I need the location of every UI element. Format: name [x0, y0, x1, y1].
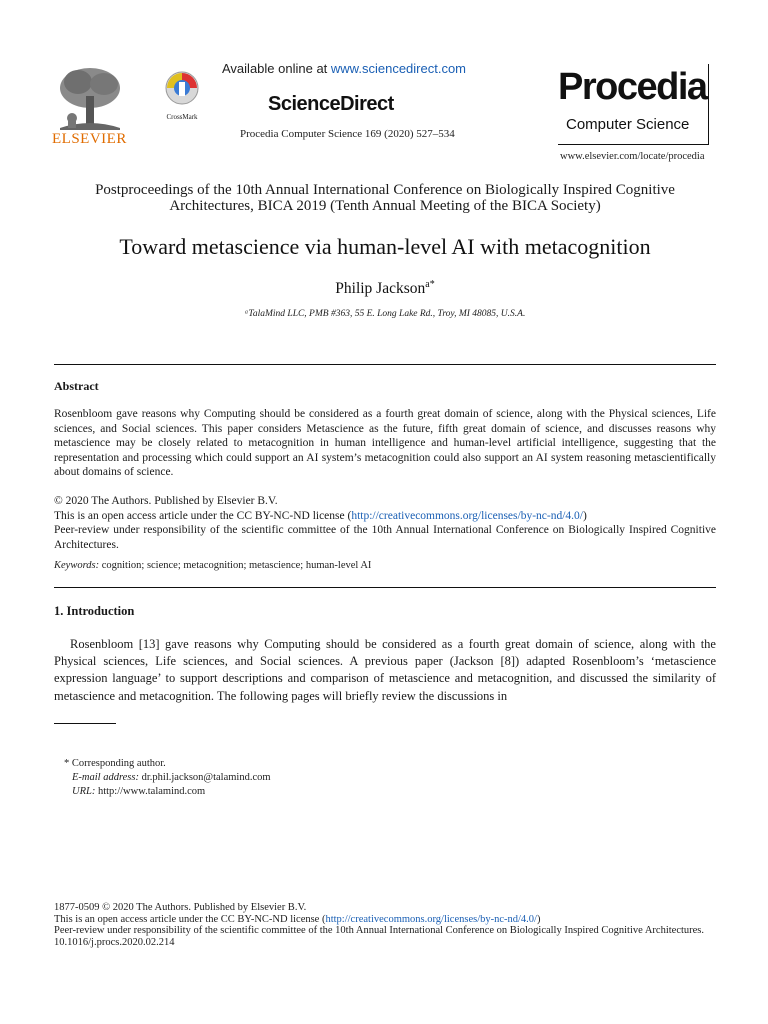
- email-note: [72, 772, 271, 783]
- divider-top: [54, 364, 716, 365]
- author-name: Philip Jackson: [335, 280, 426, 298]
- abstract-heading: Abstract: [54, 379, 99, 393]
- abstract-text: Rosenbloom gave reasons why Computing should be considered as a fourth great domain of science, along with the Physical sciences, Life sciences, and Social sciences. This paper considers Metascience as the future, fifth great domain of science, and discusses reasons why metascience may be closely related to metacognition in human intelligence and human-level artificial intelligence, suggesting that the representation and processing which could support an AI system’s metacognition could also support an AI system reasoning metascientifically about domains of science.: [54, 408, 716, 479]
- paper-title: Toward metascience via human-level AI with metacognition: [119, 234, 651, 259]
- sciencedirect-link[interactable]: www.sciencedirect.com: [330, 61, 467, 76]
- email-label: E-mail address:: [72, 772, 139, 783]
- peer-review-line: Peer-review under responsibility of the scientific committee of the 10th Annual International Conference on Biologically Inspired Cognitive Architectures.: [54, 524, 716, 551]
- platform-name: ScienceDirect: [268, 93, 394, 115]
- available-online: [222, 61, 466, 76]
- author-mark: a*: [425, 279, 435, 290]
- journal-name: Procedia: [558, 66, 707, 108]
- proceedings-line: [40, 182, 730, 214]
- footer-license-prefix: This is an open access article under the CC BY-NC-ND license (: [54, 913, 326, 925]
- footer-peer-review: Peer-review under responsibility of the scientific committee of the 10th Annual International Conference on Biologically Inspired Cognitive Architectures.: [54, 925, 705, 937]
- journal-url[interactable]: www.elsevier.com/locate/procedia: [560, 151, 705, 162]
- url-note: [72, 786, 205, 797]
- journal-subtitle: Computer Science: [566, 116, 690, 133]
- footer-license-line: [54, 914, 716, 926]
- keywords-label: Keywords:: [54, 560, 100, 571]
- keywords: [54, 560, 371, 571]
- footnote-rule: [54, 723, 116, 724]
- footer-license-link[interactable]: http://creativecommons.org/licenses/by-nc-nd/4.0/: [325, 913, 537, 925]
- author: [40, 279, 730, 298]
- license-link[interactable]: http://creativecommons.org/licenses/by-nc-nd/4.0/: [351, 509, 583, 522]
- email-address[interactable]: dr.phil.jackson@talamind.com: [138, 772, 271, 783]
- corresponding-note: * Corresponding author.: [64, 758, 166, 769]
- crossmark-label: CrossMark: [166, 113, 198, 121]
- section-heading: 1. Introduction: [54, 604, 135, 618]
- copyright-block: [54, 494, 716, 552]
- crossmark-icon: [164, 70, 200, 106]
- license-line: [54, 509, 716, 524]
- license-suffix: ): [582, 509, 587, 522]
- license-prefix: This is an open access article under the CC BY-NC-ND license (: [54, 509, 352, 522]
- issn-line: 1877-0509 © 2020 The Authors. Published by Elsevier B.V.: [54, 902, 307, 913]
- introduction-text: Rosenbloom [13] gave reasons why Computing should be considered as a fourth great domain of science, along with the Physical sciences, Life sciences, and Social sciences. A previous paper (Jackson [8]) adapted Rosenbloom’s ‘metascience expression language’ to support descriptions and comparison of metascience and metacognition, and discussed the similarity of metascience and metacognition. The following pages will briefly review the discussions in: [54, 637, 716, 703]
- doi[interactable]: 10.1016/j.procs.2020.02.214: [54, 936, 175, 948]
- proceedings-line-2: Architectures, BICA 2019 (Tenth Annual Meeting of the BICA Society): [169, 198, 601, 214]
- copyright-line: © 2020 The Authors. Published by Elsevier B.V.: [54, 495, 278, 507]
- available-prefix: Available online at: [222, 61, 331, 76]
- author-url[interactable]: http://www.talamind.com: [95, 786, 206, 797]
- proceedings-line-1: Postproceedings of the 10th Annual International Conference on Biologically Inspired Cognitive: [95, 182, 675, 198]
- publisher-name: ELSEVIER: [52, 131, 127, 147]
- keywords-list: cognition; science; metacognition; metascience; human-level AI: [99, 560, 372, 571]
- crossmark-badge[interactable]: [160, 70, 204, 121]
- article-footer: [54, 902, 716, 948]
- footer-license-suffix: ): [536, 913, 541, 925]
- journal-reference: Procedia Computer Science 169 (2020) 527–534: [240, 128, 455, 140]
- divider-bottom: [54, 587, 716, 588]
- affiliation: ᵃTalaMind LLC, PMB #363, 55 E. Long Lake Rd., Troy, MI 48085, U.S.A.: [244, 309, 526, 319]
- url-label: URL:: [72, 786, 96, 797]
